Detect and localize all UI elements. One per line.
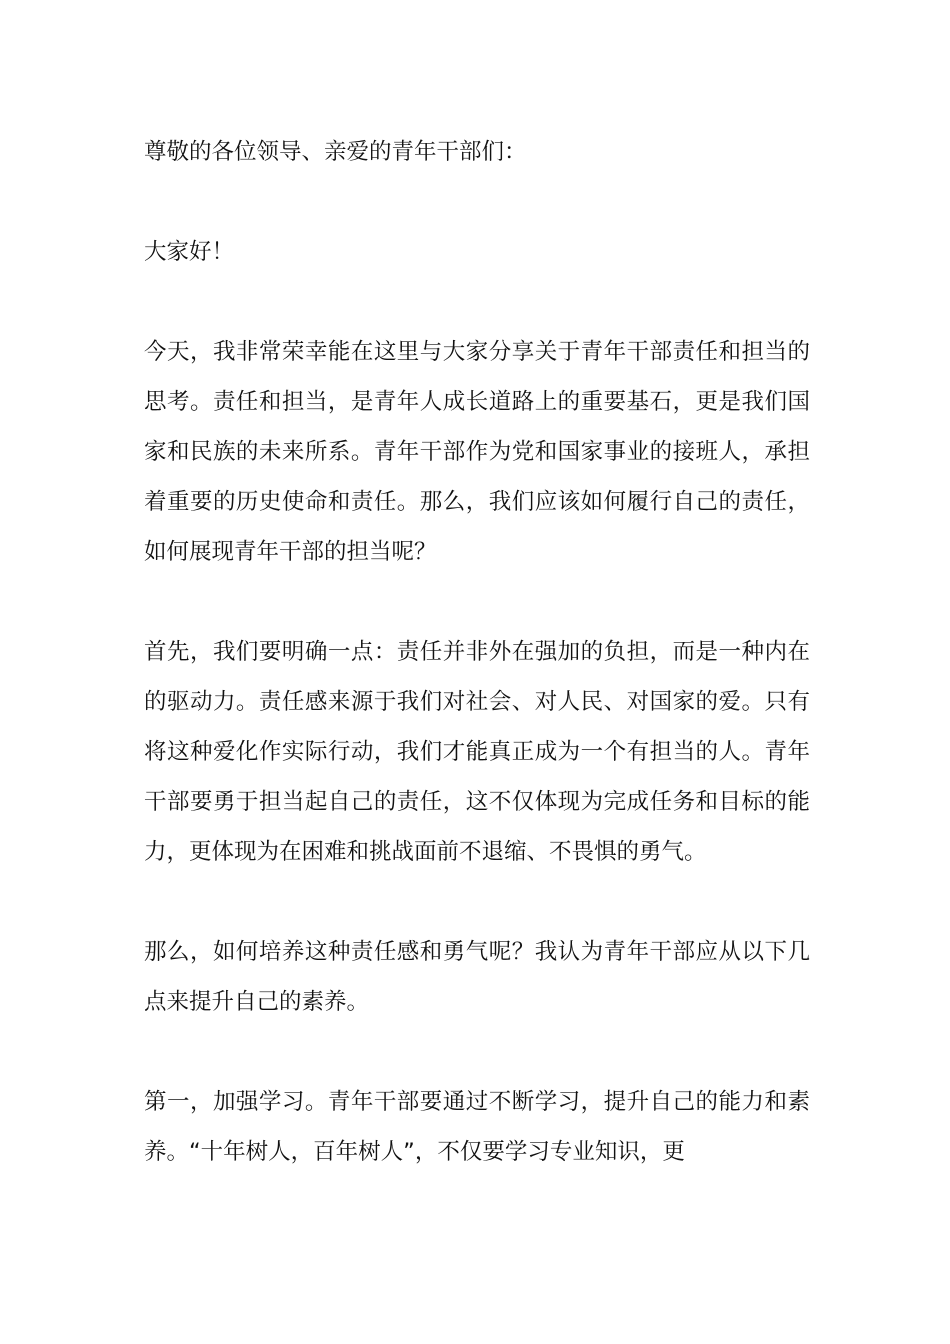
paragraph-intro: 今天，我非常荣幸能在这里与大家分享关于青年干部责任和担当的思考。责任和担当，是青年人成长道路上的重要基石，更是我们国家和民族的未来所系。青年干部作为党和国家事业的接班人，承担着重要的历史使命和责任。那么，我们应该如何履行自己的责任，如何展现青年干部的担当呢？ bbox=[144, 339, 810, 565]
greeting: 大家好！ bbox=[144, 239, 235, 265]
paragraph-how-to-cultivate: 那么，如何培养这种责任感和勇气呢？我认为青年干部应从以下几点来提升自己的素养。 bbox=[144, 939, 810, 1015]
salutation: 尊敬的各位领导、亲爱的青年干部们： bbox=[144, 139, 527, 165]
paragraph-first-point: 第一，加强学习。青年干部要通过不断学习，提升自己的能力和素养。“十年树人，百年树人”，不仅要学习专业知识，更 bbox=[144, 1089, 810, 1165]
document-body bbox=[144, 127, 810, 1177]
paragraph-responsibility: 首先，我们要明确一点：责任并非外在强加的负担，而是一种内在的驱动力。责任感来源于我们对社会、对人民、对国家的爱。只有将这种爱化作实际行动，我们才能真正成为一个有担当的人。青年干部要勇于担当起自己的责任，这不仅体现为完成任务和目标的能力，更体现为在困难和挑战面前不退缩、不畏惧的勇气。 bbox=[144, 639, 810, 865]
